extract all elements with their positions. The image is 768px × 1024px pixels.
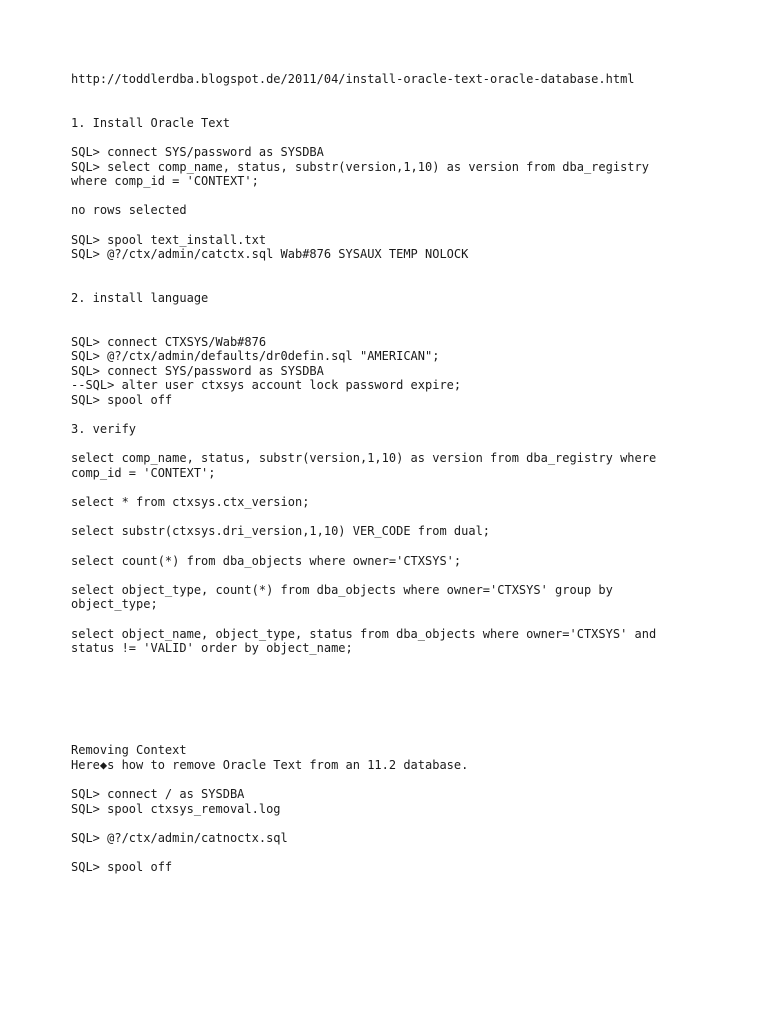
code-line: SQL> spool ctxsys_removal.log xyxy=(71,801,281,816)
verify-query: select object_name, object_type, status from dba_objects where owner='CTXSYS' and status != 'VALID' order by object_name; xyxy=(71,626,657,656)
section-heading-removing: Removing Context xyxy=(71,743,187,758)
code-line: SQL> spool off xyxy=(71,393,173,408)
removing-intro: Here◆s how to remove Oracle Text from an 11.2 database. xyxy=(71,757,469,772)
section-heading-language: 2. install language xyxy=(71,290,209,305)
verify-query: select * from ctxsys.ctx_version; xyxy=(71,495,310,510)
code-line: SQL> connect CTXSYS/Wab#876 xyxy=(71,334,267,349)
code-line: SQL> connect SYS/password as SYSDBA xyxy=(71,144,324,159)
code-line: where comp_id = 'CONTEXT'; xyxy=(71,174,259,189)
code-line: SQL> spool text_install.txt xyxy=(71,232,267,247)
code-line: SQL> @?/ctx/admin/catnoctx.sql xyxy=(71,830,288,845)
code-line: --SQL> alter user ctxsys account lock password expire; xyxy=(71,378,462,393)
code-line: SQL> @?/ctx/admin/defaults/dr0defin.sql "AMERICAN"; xyxy=(71,349,440,364)
section-heading-install: 1. Install Oracle Text xyxy=(71,115,230,130)
code-line: SQL> connect / as SYSDBA xyxy=(71,787,245,802)
code-line: SQL> spool off xyxy=(71,860,173,875)
verify-query: select count(*) from dba_objects where owner='CTXSYS'; xyxy=(71,553,462,568)
query-result: no rows selected xyxy=(71,203,187,218)
code-line: SQL> connect SYS/password as SYSDBA xyxy=(71,363,324,378)
code-line: SQL> select comp_name, status, substr(version,1,10) as version from dba_registry xyxy=(71,159,649,174)
section-heading-verify: 3. verify xyxy=(71,422,137,437)
verify-query: select object_type, count(*) from dba_objects where owner='CTXSYS' group by object_type; xyxy=(71,582,613,612)
code-line: SQL> @?/ctx/admin/catctx.sql Wab#876 SYSAUX TEMP NOLOCK xyxy=(71,247,469,262)
verify-query: select comp_name, status, substr(version,1,10) as version from dba_registry where comp_id = 'CONTEXT'; xyxy=(71,451,657,481)
verify-query: select substr(ctxsys.dri_version,1,10) VER_CODE from dual; xyxy=(71,524,491,539)
source-url: http://toddlerdba.blogspot.de/2011/04/install-oracle-text-oracle-database.html xyxy=(71,72,635,86)
document-body xyxy=(71,72,711,875)
